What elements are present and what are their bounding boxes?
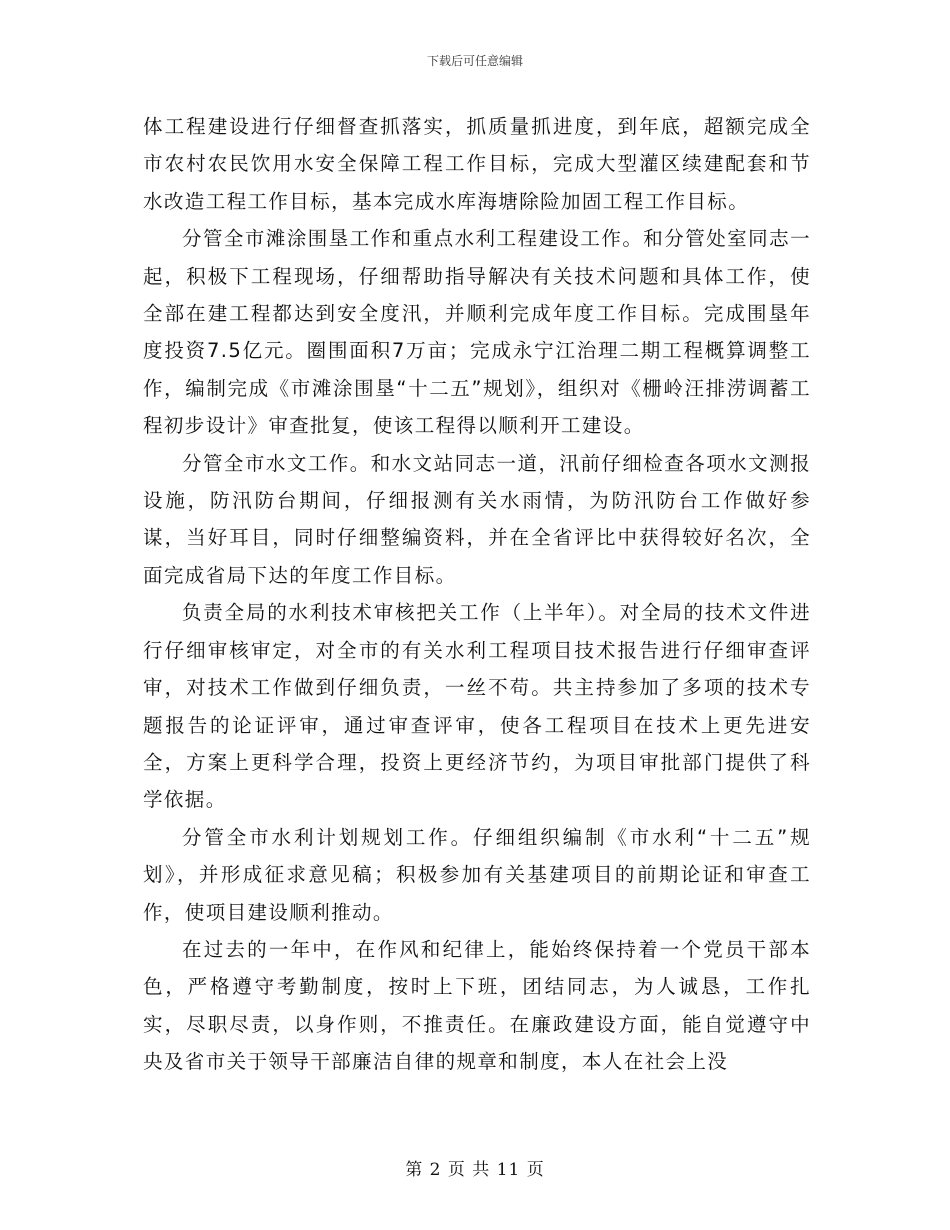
paragraph-hydrology: 分管全市水文工作。和水文站同志一道，汛前仔细检查各项水文测报设施，防汛防台期间，仔细报测有关水雨情，为防汛防台工作做好参谋，当好耳目，同时仔细整编资料，并在全省评比中获得较好名次，全面完成省局下达的年度工作目标。 [143,451,811,587]
page-number-footer: 第 2 页 共 11 页 [405,1160,545,1180]
paragraph-reclamation: 分管全市滩涂围垦工作和重点水利工程建设工作。和分管处室同志一起，积极下工程现场，仔细帮助指导解决有关技术问题和具体工作，使全部在建工程都达到安全度汛，并顺利完成年度工作目标。完成围垦年度投资7.5亿元。圈围面积7万亩；完成永宁江治理二期工程概算调整工作，编制完成《市滩涂围垦“十二五”规划》，组织对《栅岭汪排涝调蓄工程初步设计》审查批复，使该工程得以顺利开工建设。 [143,227,811,438]
paragraph-technical-review: 负责全局的水利技术审核把关工作（上半年）。对全局的技术文件进行仔细审核审定，对全市的有关水利工程项目技术报告进行仔细审查评审，对技术工作做到仔细负责，一丝不苟。共主持参加了多项的技术专题报告的论证评审，通过审查评审，使各工程项目在技术上更先进安全，方案上更科学合理，投资上更经济节约，为项目审批部门提供了科学依据。 [143,601,811,812]
document-body [143,108,811,1081]
paragraph-planning: 分管全市水利计划规划工作。仔细组织编制《市水利“十二五”规划》，并形成征求意见稿；积极参加有关基建项目的前期论证和审查工作，使项目建设顺利推动。 [143,825,811,924]
page-header-note: 下载后可任意编辑 [426,54,523,68]
paragraph-continued: 体工程建设进行仔细督查抓落实，抓质量抓进度，到年底，超额完成全市农村农民饮用水安全保障工程工作目标，完成大型灌区续建配套和节水改造工程工作目标，基本完成水库海塘除险加固工程工作目标。 [143,115,811,213]
paragraph-conduct: 在过去的一年中，在作风和纪律上，能始终保持着一个党员干部本色，严格遵守考勤制度，按时上下班，团结同志，为人诚恳，工作扎实，尽职尽责，以身作则，不推责任。在廉政建设方面，能自觉遵守中央及省市关于领导干部廉洁自律的规章和制度，本人在社会上没 [143,937,811,1074]
